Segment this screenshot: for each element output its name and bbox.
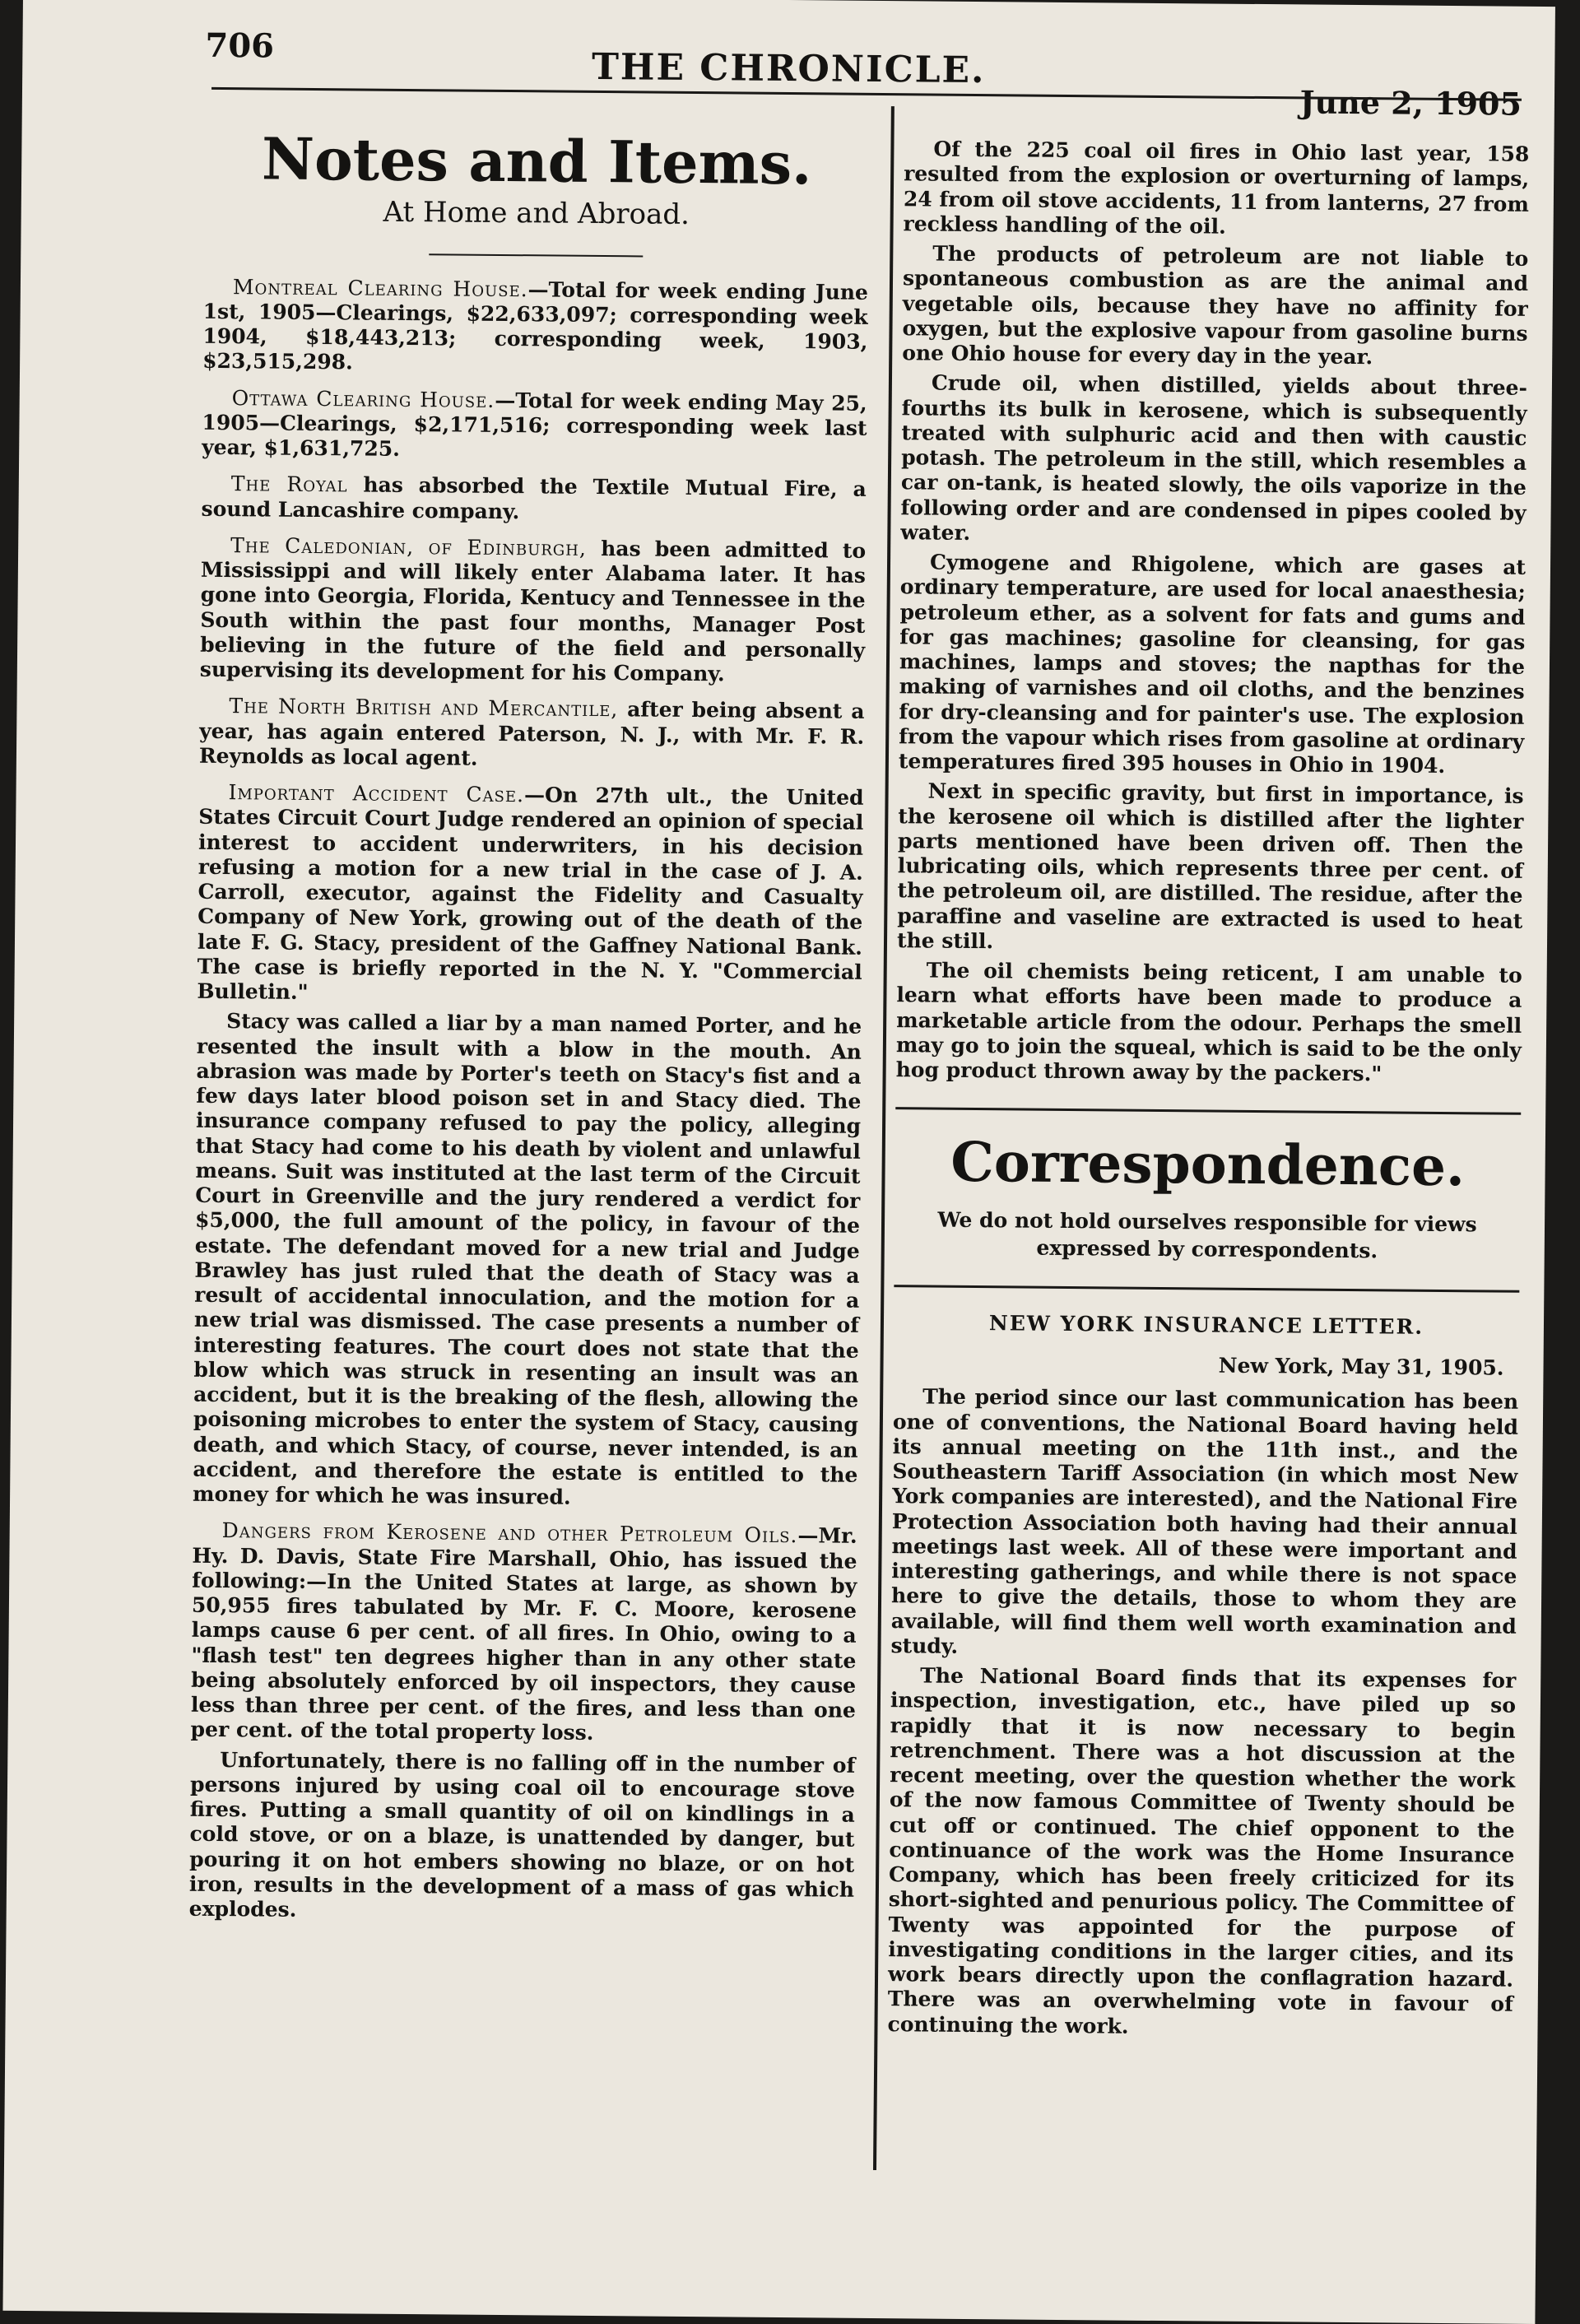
correspondence-disclaimer: We do not hold ourselves responsible for views expressed by correspondents. (937, 1207, 1477, 1263)
article-paragraph: The Caledonian, of Edinburgh, has been admitted to Mississippi and will likely enter Alabama later. It has gone into Georgia, Florida, Kentucy and Tennessee in the South within the past four months, Manager Post believing in the future of the field and personally supervising its development for his Company. (199, 532, 867, 686)
issue-date: June 2, 1905 (1299, 83, 1522, 123)
article-paragraph: Next in specific gravity, but first in importance, is the kerosene oil which is distilled after the lighter parts mentioned have been driven off. Then the lubricating oils, which represents three per cent. of the petroleum oil, are distilled. The residue, after the paraffine and vaseline are extracted is used to heat the still. (896, 779, 1524, 953)
article-paragraph: Stacy was called a liar by a man named Porter, and he resented the insult with a blow in the mouth. An abrasion was made by Porter's teeth on Stacy's fist and a few days later blood poison set in and Stacy died. The insurance company refused to pay the policy, alleging that Stacy had come to his death by violent and unlawful means. Suit was instituted at the last term of the Circuit Court in Greenville and the jury rendered a verdict for $5,000, the full amount of the policy, in favour of the estate. The defendant moved for a new trial and Judge Brawley has just ruled that the death of Stacy was a result of accidental innoculation, and the motion for a new trial was dismissed. The case presents a number of interesting features. The court does not state that the blow which was struck in resenting an insult was an accident, but it is the breaking of the flesh, allowing the poisoning microbes to enter the system of Stacy, causing death, and which Stacy, of course, never intended, is an accident, and therefore the estate is entitled to the money for which he was insured. (193, 1009, 862, 1509)
newspaper-page (2, 0, 1555, 2324)
article-paragraph: The oil chemists being reticent, I am unable to learn what efforts have been made to produce a marketable article from the odour. Perhaps the smell may go to join the squeal, which is said to be the only hog product thrown away by the packers." (895, 958, 1522, 1086)
right-column (887, 137, 1529, 2047)
section-title: Notes and Items. (261, 124, 812, 198)
article-paragraph: Crude oil, when distilled, yields about three-fourths its bulk in kerosene, which is subsequently treated with sulphuric acid and then with caustic potash. The petroleum in the still, which resembles a car on-tank, is heated slowly, the oils vaporize in the following order and are condensed in pipes cooled by water. (900, 370, 1528, 545)
article-paragraph: Ottawa Clearing House.—Total for week ending May 25, 1905—Clearings, $2,171,516; corresponding week last year, $1,631,725. (202, 385, 867, 461)
article-paragraph: Montreal Clearing House.—Total for week ending June 1st, 1905—Clearings, $22,633,097; corresponding week 1904, $18,443,213; corresponding week, 1903, $23,515,298. (202, 274, 869, 374)
article-paragraph: Dangers from Kerosene and other Petroleum Oils.—Mr. Hy. D. Davis, State Fire Marshall, Ohio, has issued the following:—In the United States at large, as shown by 50,955 fires tabulated by Mr. F. C. Moore, kerosene lamps cause 6 per cent. of all fires. In Ohio, owing to a "flash test" ten degrees higher than in any other state being absolutely enforced by oil inspectors, they cause less than three per cent. of the fires, and less than one per cent. of the total property loss. (190, 1518, 857, 1745)
section-rule (895, 1107, 1521, 1115)
article-paragraph: Important Accident Case.—On 27th ult., the United States Circuit Court Judge rendered an opinion of special interest to accident underwriters, in his decision refusing a motion for a new trial in the case of J. A. Carroll, executor, against the Fidelity and Casualty Company of New York, growing out of the death of the late F. G. Stacy, president of the Gaffney National Bank. The case is briefly reported in the N. Y. "Commercial Bulletin." (197, 780, 864, 1004)
article-paragraph: The products of petroleum are not liable to spontaneous combustion as are the animal and vegetable oils, because they have no affinity for oxygen, but the explosive vapour from gasoline burns one Ohio house for every day in the year. (902, 241, 1529, 370)
section-subtitle: At Home and Abroad. (383, 195, 690, 231)
letter-dateline: New York, May 31, 1905. (1218, 1353, 1504, 1380)
section-rule (894, 1285, 1519, 1293)
correspondence-title: Correspondence. (950, 1130, 1466, 1199)
article-paragraph: The North British and Mercantile, after being absent a year, has again entered Paterson, N. J., with Mr. F. R. Reynolds as local agent. (198, 694, 865, 770)
section-title-rule (429, 253, 643, 257)
article-paragraph: The Royal has absorbed the Textile Mutual Fire, a sound Lancashire company. (201, 472, 867, 523)
letter-heading: NEW YORK INSURANCE LETTER. (988, 1311, 1424, 1340)
page-header (22, 16, 1555, 123)
letter-paragraph: The National Board finds that its expenses for inspection, investigation, etc., have piled up so rapidly that it is now necessary to begin retrenchment. There was a hot discussion at the recent meeting, over the question whether the work of the now famous Committee of Twenty should be cut off or continued. The chief opponent to the continuance of the work was the Home Insurance Company, which has been freely criticized for its short-sighted and penurious policy. The Committee of Twenty was appointed for the purpose of investigating conditions in the larger cities, and its work bears directly upon the conflagration hazard. There was an overwhelming vote in favour of continuing the work. (887, 1663, 1517, 2038)
article-paragraph: Cymogene and Rhigolene, which are gases at ordinary temperature, are used for local anaesthesia; petroleum ether, as a solvent for fats and gums and for gas machines; gasoline for cleansing, for gas machines, lamps and stoves; the napthas for the making of varnishes and oil cloths, and the benzines for dry-cleansing and for painter's use. The explosion from the vapour which rises from gasoline at ordinary temperatures fired 395 houses in Ohio in 1904. (898, 550, 1527, 778)
article-paragraph: Of the 225 coal oil fires in Ohio last year, 158 resulted from the explosion or overturning of lamps, 24 from oil stove accidents, 11 from lanterns, 27 from reckless handling of the oil. (903, 137, 1530, 239)
article-paragraph: Unfortunately, there is no falling off in the number of persons injured by using coal oil to encourage stove fires. Putting a small quantity of oil on kindlings in a cold stove, or on a blaze, is unattended by danger, but pouring it on hot embers showing no blaze, or on hot iron, results in the development of a mass of gas which explodes. (188, 1747, 856, 1922)
page-number: 706 (205, 26, 275, 66)
left-column (189, 119, 870, 1932)
publication-title: THE CHRONICLE. (591, 45, 986, 92)
letter-paragraph: The period since our last communication has been one of conventions, the National Board having held its annual meeting on the 11th inst., and the Southeastern Tariff Association (in which most New York companies are interested), and the National Fire Protection Association both having had their annual meetings last week. All of these were important and interesting gatherings, and while there is not space here to give the details, those to whom they are available, will find them well worth examination and study. (890, 1384, 1519, 1658)
